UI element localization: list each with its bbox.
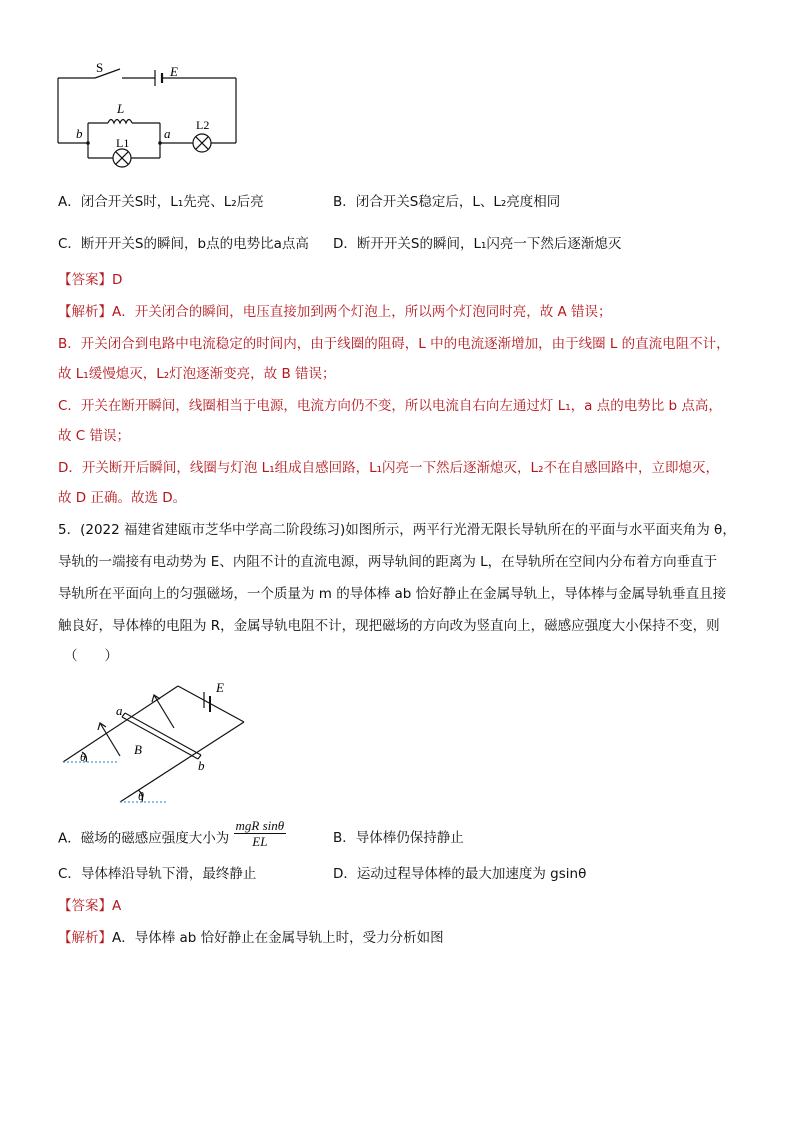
node-b-label: b (76, 126, 83, 141)
analysis-text: A．开关闭合的瞬间，电压直接加到两个灯泡上，所以两个灯泡同时亮，故 A 错误； (112, 304, 612, 320)
end-a-label: a (116, 703, 123, 718)
q5-stem-4: 触良好，导体棒的电阻为 R，金属导轨电阻不计，现把磁场的方向改为竖直向上，磁感应强度大小保持不变，则 (58, 618, 720, 634)
field-b-label: B (134, 742, 142, 757)
q4-option-a: A．闭合开关S时，L₁先亮、L₂后亮 (58, 194, 264, 210)
answer-tag: 【答案】 (58, 898, 112, 914)
q4-analysis-4: C．开关在断开瞬间，线圈相当于电源，电流方向仍不变，所以电流自右向左通过灯 L₁，a 点的电势比 b 点高， (58, 398, 722, 414)
theta-label-top: θ (80, 750, 86, 764)
analysis-text: A．导体棒 ab 恰好静止在金属导轨上时，受力分析如图 (112, 930, 444, 946)
theta-label-bottom: θ (138, 789, 144, 803)
q4-option-b: B．闭合开关S稳定后，L、L₂亮度相同 (333, 194, 561, 210)
q4-analysis-2: B．开关闭合到电路中电流稳定的时间内，由于线圈的阻碍，L 中的电流逐渐增加，由于线圈 L 的直流电阻不计， (58, 336, 730, 352)
fraction-numerator: mgR sinθ (235, 818, 285, 833)
q5-stem-3: 导轨所在平面向上的匀强磁场，一个质量为 m 的导体棒 ab 恰好静止在金属导轨上，导体棒与金属导轨垂直且接 (58, 586, 727, 602)
switch-label: S (96, 60, 104, 75)
fraction (234, 818, 287, 849)
q5-stem-2: 导轨的一端接有电动势为 E、内阻不计的直流电源，两导轨间的距离为 L，在导轨所在空间内分布着方向垂直于 (58, 554, 718, 570)
q5-option-c: C．导体棒沿导轨下滑，最终静止 (58, 866, 257, 882)
emf-label: E (170, 64, 178, 79)
circuit-diagram (50, 58, 250, 178)
q4-option-c: C．断开开关S的瞬间，b点的电势比a点高 (58, 236, 309, 252)
q5-stem-5: （ ） (64, 648, 118, 664)
option-a-prefix: A．磁场的磁感应强度大小为 (58, 830, 230, 847)
node-a-label: a (164, 126, 171, 141)
answer-tag: 【答案】 (58, 272, 112, 288)
q4-analysis-1 (58, 302, 612, 322)
inductor-label: L (117, 101, 125, 116)
q5-option-b: B．导体棒仍保持静止 (333, 830, 464, 846)
q4-analysis-7: 故 D 正确。故选 D。 (58, 490, 187, 506)
lamp2-label: L2 (196, 118, 210, 132)
q5-stem-1: 5．(2022 福建省建瓯市芝华中学高二阶段练习)如图所示，两平行光滑无限长导轨所在的平面与水平面夹角为 θ， (58, 522, 736, 538)
q5-analysis (58, 928, 444, 948)
answer-value: D (112, 272, 123, 288)
q5-answer (58, 896, 121, 916)
fraction-denominator: EL (252, 834, 268, 849)
q4-analysis-6: D．开关断开后瞬间，线圈与灯泡 L₁组成自感回路，L₁闪亮一下然后逐渐熄灭，L₂不在自感回路中，立即熄灭， (58, 460, 719, 476)
end-b-label: b (198, 758, 205, 773)
emf-label: E (216, 680, 224, 695)
analysis-tag: 【解析】 (58, 930, 112, 946)
q4-analysis-3: 故 L₁缓慢熄灭，L₂灯泡逐渐变亮，故 B 错误； (58, 366, 336, 382)
answer-value: A (112, 898, 122, 914)
q5-option-a (58, 818, 286, 864)
q4-answer (58, 270, 122, 290)
analysis-tag: 【解析】 (58, 304, 112, 320)
inclined-rails-figure (58, 670, 258, 810)
lamp1-label: L1 (116, 136, 130, 150)
q5-option-d: D．运动过程导体棒的最大加速度为 gsinθ (333, 866, 587, 882)
q4-analysis-5: 故 C 错误； (58, 428, 131, 444)
q4-option-d: D．断开开关S的瞬间，L₁闪亮一下然后逐渐熄灭 (333, 236, 622, 252)
